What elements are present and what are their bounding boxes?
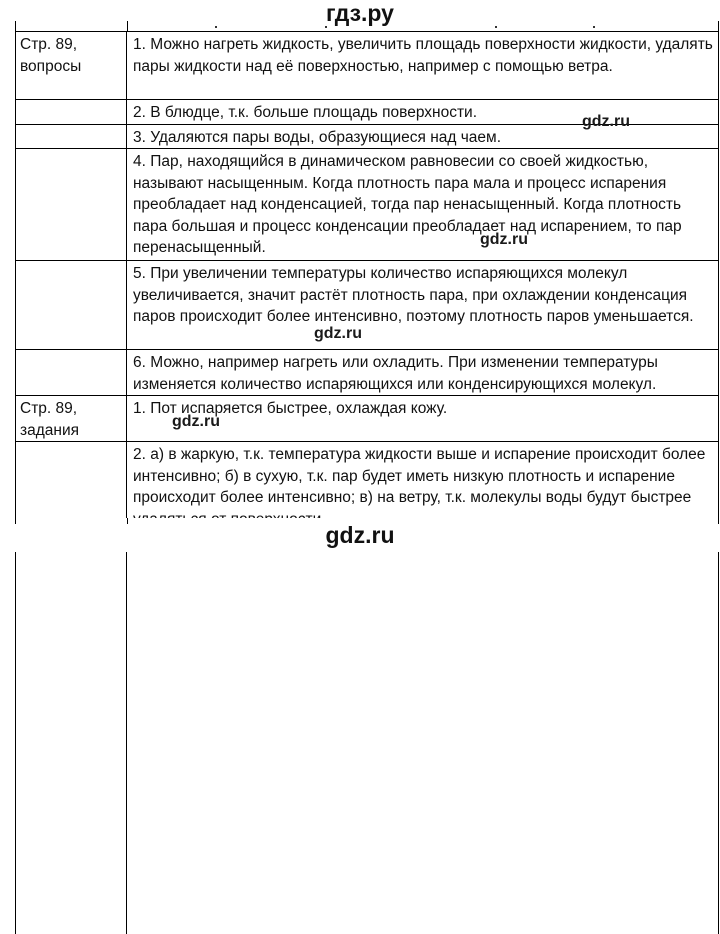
section-label: Стр. 89, задания [16, 396, 127, 442]
table-border [718, 21, 719, 31]
section-label: Стр. 89, вопросы [16, 32, 127, 100]
section-label [16, 350, 127, 396]
table-row [16, 442, 719, 934]
table-row [16, 149, 719, 261]
table-border [127, 21, 128, 31]
watermark: gdz.ru [480, 231, 528, 249]
text-fragment [495, 26, 497, 28]
text-fragment [325, 26, 327, 28]
section-label [16, 124, 127, 149]
site-title: гдз.ру [0, 0, 720, 26]
answer-text: 1. Можно нагреть жидкость, увеличить площадь поверхности жидкости, удалять пары жидкости над её поверхностью, например с помощью ветра. [127, 32, 719, 100]
text-fragment [215, 26, 217, 28]
section-label [16, 261, 127, 350]
watermark: gdz.ru [314, 325, 362, 343]
watermark-bottom: gdz.ru [0, 522, 720, 548]
answer-text: 3. Удаляются пары воды, образующиеся над чаем. [127, 124, 719, 149]
table-border [15, 21, 16, 31]
answer-text: 1. Пот испаряется быстрее, охлаждая кожу. [127, 396, 719, 442]
section-label [16, 442, 127, 934]
answer-text: 4. Пар, находящийся в динамическом равновесии со своей жидкостью, называют насыщенным. Когда плотность пара мала и процесс испарения преобладает над конденсацией, тогда пар ненасыщенный. Когда плотность пара большая и процесс конденсации преобладает над испарением, то пар перенасыщенный. [127, 149, 719, 261]
table-row [16, 350, 719, 396]
answer-text: 6. Можно, например нагреть или охладить. При изменении температуры изменяется количество испаряющихся или конденсирующихся молекул. [127, 350, 719, 396]
watermark: gdz.ru [582, 113, 630, 131]
section-label [16, 149, 127, 261]
answers-table [15, 31, 719, 934]
answer-text: 2. а) в жаркую, т.к. температура жидкости выше и испарение происходит более интенсивно; б) в сухую, т.к. пар будет иметь низкую плотность и испарение происходит более интенсивно; в) на ветру, т.к. молекулы воды будут быстрее [127, 442, 719, 934]
section-label [16, 100, 127, 125]
answer-text: 2. В блюдце, т.к. больше площадь поверхности. [127, 100, 719, 125]
table-row [16, 32, 719, 100]
watermark: gdz.ru [172, 413, 220, 431]
text-fragment [593, 26, 595, 28]
cut-off-row-fragment [15, 21, 720, 31]
table-row [16, 261, 719, 350]
table-row [16, 396, 719, 442]
answer-text: 5. При увеличении температуры количество испаряющихся молекул увеличивается, значит растёт плотность пара, при охлаждении конденсация паров происходит более интенсивно, поэтому плотность паров уменьшается. [127, 261, 719, 350]
